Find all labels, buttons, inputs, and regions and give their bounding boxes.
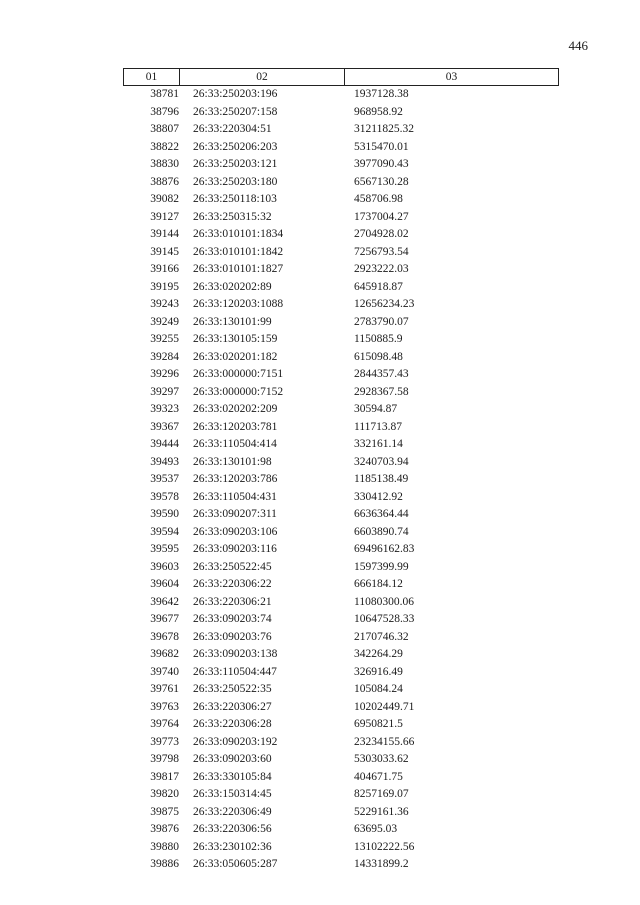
header-col-01: 01 bbox=[124, 69, 180, 85]
table-cell-col-02: 26:33:110504:431 bbox=[193, 490, 277, 503]
table-cell-col-01: 39763 bbox=[150, 700, 179, 713]
data-table bbox=[123, 68, 559, 874]
table-cell-col-03: 10202449.71 bbox=[354, 700, 415, 713]
table-cell-col-03: 23234155.66 bbox=[354, 735, 415, 748]
table-cell-col-03: 2844357.43 bbox=[354, 368, 409, 380]
table-cell-col-03: 5315470.01 bbox=[354, 140, 409, 153]
table-cell-col-03: 1150885.9 bbox=[354, 333, 403, 345]
table-row bbox=[123, 86, 559, 104]
table-row bbox=[123, 664, 559, 682]
table-row bbox=[123, 296, 559, 314]
table-cell-col-02: 26:33:220306:28 bbox=[193, 718, 272, 730]
table-cell-col-01: 39195 bbox=[150, 280, 179, 293]
table-row bbox=[123, 401, 559, 419]
table-cell-col-02: 26:33:250203:121 bbox=[193, 158, 278, 170]
table-row bbox=[123, 244, 559, 262]
table-cell-col-02: 26:33:110504:414 bbox=[193, 438, 277, 450]
table-cell-col-02: 26:33:250203:180 bbox=[193, 175, 278, 188]
table-cell-col-03: 2923222.03 bbox=[354, 263, 409, 275]
table-cell-col-03: 645918.87 bbox=[354, 280, 403, 293]
table-cell-col-01: 38807 bbox=[150, 123, 179, 135]
table-row bbox=[123, 384, 559, 402]
header-col-03: 03 bbox=[445, 71, 458, 83]
table-cell-col-01: 39817 bbox=[150, 770, 179, 783]
table-cell-col-01: 39323 bbox=[150, 403, 179, 415]
table-cell-col-02: 26:33:250206:203 bbox=[193, 140, 278, 153]
table-cell-col-01: 39677 bbox=[150, 613, 179, 625]
table-cell-col-03: 1185138.49 bbox=[354, 473, 409, 485]
table-cell-col-01: 39875 bbox=[150, 805, 179, 818]
table-cell-col-01: 39284 bbox=[150, 350, 179, 363]
table-cell-col-01: 38796 bbox=[150, 105, 179, 118]
table-row bbox=[123, 261, 559, 279]
table-row bbox=[123, 226, 559, 244]
table-cell-col-03: 6567130.28 bbox=[354, 175, 409, 188]
table-cell-col-01: 39145 bbox=[150, 245, 179, 258]
table-cell-col-03: 2928367.58 bbox=[354, 385, 409, 398]
table-cell-col-02: 26:33:220306:49 bbox=[193, 805, 272, 818]
table-cell-col-02: 26:33:020202:209 bbox=[193, 403, 278, 415]
table-cell-col-03: 6603890.74 bbox=[354, 525, 409, 538]
table-cell-col-01: 39678 bbox=[150, 630, 179, 643]
table-cell-col-03: 5229161.36 bbox=[354, 805, 409, 818]
table-cell-col-01: 39493 bbox=[150, 455, 179, 468]
table-cell-col-01: 39444 bbox=[150, 438, 179, 450]
table-cell-col-02: 26:33:250315:32 bbox=[193, 210, 272, 223]
page-number: 446 bbox=[568, 38, 588, 53]
table-cell-col-03: 968958.92 bbox=[354, 105, 403, 118]
table-cell-col-02: 26:33:120203:786 bbox=[193, 473, 278, 485]
table-cell-col-01: 39144 bbox=[150, 228, 179, 240]
table-row bbox=[123, 541, 559, 559]
table-cell-col-02: 26:33:110504:447 bbox=[193, 665, 277, 678]
table-row bbox=[123, 331, 559, 349]
table-cell-col-02: 26:33:250203:196 bbox=[193, 88, 278, 100]
table-cell-col-03: 458706.98 bbox=[354, 193, 403, 205]
table-row bbox=[123, 559, 559, 577]
table-cell-col-02: 26:33:090203:60 bbox=[193, 753, 272, 765]
table-cell-col-02: 26:33:150314:45 bbox=[193, 788, 272, 800]
table-cell-col-01: 39296 bbox=[150, 368, 179, 380]
header-col-02: 02 bbox=[180, 69, 345, 85]
table-row bbox=[123, 209, 559, 227]
table-cell-col-01: 38781 bbox=[150, 88, 179, 100]
table-cell-col-02: 26:33:220306:22 bbox=[193, 578, 272, 590]
table-cell-col-03: 1597399.99 bbox=[354, 560, 409, 573]
table-cell-col-01: 39537 bbox=[150, 473, 179, 485]
table-cell-col-03: 342264.29 bbox=[354, 648, 403, 660]
table-cell-col-03: 6950821.5 bbox=[354, 718, 403, 730]
table-cell-col-03: 330412.92 bbox=[354, 490, 403, 503]
table-cell-col-01: 39166 bbox=[150, 263, 179, 275]
table-cell-col-02: 26:33:120203:1088 bbox=[193, 298, 284, 310]
table-cell-col-02: 26:33:000000:7151 bbox=[193, 368, 284, 380]
table-row bbox=[123, 524, 559, 542]
table-cell-col-02: 26:33:120203:781 bbox=[193, 420, 278, 433]
table-cell-col-03: 2704928.02 bbox=[354, 228, 409, 240]
table-cell-col-01: 38822 bbox=[150, 140, 179, 153]
table-cell-col-03: 666184.12 bbox=[354, 578, 403, 590]
table-cell-col-01: 39642 bbox=[150, 595, 179, 608]
table-cell-col-01: 39595 bbox=[150, 543, 179, 555]
table-cell-col-01: 39682 bbox=[150, 648, 179, 660]
table-cell-col-01: 39578 bbox=[150, 490, 179, 503]
table-cell-col-03: 8257169.07 bbox=[354, 788, 409, 800]
table-cell-col-03: 6636364.44 bbox=[354, 508, 409, 520]
table-body bbox=[123, 86, 559, 874]
table-cell-col-02: 26:33:220306:27 bbox=[193, 700, 272, 713]
table-cell-col-03: 31211825.32 bbox=[354, 123, 414, 135]
table-cell-col-02: 26:33:090203:116 bbox=[193, 543, 277, 555]
table-cell-col-03: 12656234.23 bbox=[354, 298, 415, 310]
table-row bbox=[123, 314, 559, 332]
table-row bbox=[123, 716, 559, 734]
table-cell-col-01: 39764 bbox=[150, 718, 179, 730]
table-row bbox=[123, 366, 559, 384]
table-cell-col-01: 39594 bbox=[150, 525, 179, 538]
table-cell-col-02: 26:33:250207:158 bbox=[193, 105, 278, 118]
table-row bbox=[123, 121, 559, 139]
table-header bbox=[123, 68, 559, 86]
table-cell-col-02: 26:33:050605:287 bbox=[193, 858, 278, 870]
table-row bbox=[123, 786, 559, 804]
table-cell-col-01: 39604 bbox=[150, 578, 179, 590]
table-row bbox=[123, 594, 559, 612]
table-cell-col-03: 11080300.06 bbox=[354, 595, 414, 608]
table-row bbox=[123, 839, 559, 857]
table-row bbox=[123, 734, 559, 752]
table-cell-col-01: 39820 bbox=[150, 788, 179, 800]
table-cell-col-02: 26:33:090203:74 bbox=[193, 613, 272, 625]
table-cell-col-03: 404671.75 bbox=[354, 770, 403, 783]
table-cell-col-01: 39603 bbox=[150, 560, 179, 573]
table-cell-col-02: 26:33:000000:7152 bbox=[193, 385, 284, 398]
table-cell-col-03: 1937128.38 bbox=[354, 88, 409, 100]
table-cell-col-01: 39798 bbox=[150, 753, 179, 765]
table-cell-col-01: 39886 bbox=[150, 858, 179, 870]
table-row bbox=[123, 174, 559, 192]
table-row bbox=[123, 506, 559, 524]
table-cell-col-02: 26:33:250522:45 bbox=[193, 560, 272, 573]
table-cell-col-01: 39740 bbox=[150, 665, 179, 678]
table-cell-col-01: 39880 bbox=[150, 840, 179, 853]
table-row bbox=[123, 156, 559, 174]
table-cell-col-02: 26:33:220304:51 bbox=[193, 123, 272, 135]
table-cell-col-03: 326916.49 bbox=[354, 665, 403, 678]
table-cell-col-02: 26:33:090203:76 bbox=[193, 630, 272, 643]
table-row bbox=[123, 349, 559, 367]
table-row bbox=[123, 191, 559, 209]
table-cell-col-03: 69496162.83 bbox=[354, 543, 415, 555]
table-cell-col-02: 26:33:010101:1842 bbox=[193, 245, 284, 258]
table-cell-col-01: 39082 bbox=[150, 193, 179, 205]
table-cell-col-02: 26:33:220306:21 bbox=[193, 595, 272, 608]
table-cell-col-02: 26:33:130101:98 bbox=[193, 455, 272, 468]
table-cell-col-02: 26:33:010101:1834 bbox=[193, 228, 284, 240]
table-cell-col-03: 14331899.2 bbox=[354, 858, 409, 870]
table-cell-col-03: 332161.14 bbox=[354, 438, 403, 450]
table-row bbox=[123, 139, 559, 157]
table-cell-col-01: 39243 bbox=[150, 298, 179, 310]
table-row bbox=[123, 471, 559, 489]
table-row bbox=[123, 856, 559, 874]
table-cell-col-03: 2783790.07 bbox=[354, 315, 409, 328]
table-cell-col-02: 26:33:010101:1827 bbox=[193, 263, 284, 275]
table-cell-col-02: 26:33:130105:159 bbox=[193, 333, 278, 345]
table-cell-col-03: 105084.24 bbox=[354, 683, 403, 695]
table-row bbox=[123, 769, 559, 787]
table-cell-col-01: 39255 bbox=[150, 333, 179, 345]
table-cell-col-03: 7256793.54 bbox=[354, 245, 409, 258]
table-cell-col-02: 26:33:020202:89 bbox=[193, 280, 272, 293]
table-cell-col-01: 39297 bbox=[150, 385, 179, 398]
table-cell-col-02: 26:33:090203:192 bbox=[193, 735, 278, 748]
table-cell-col-03: 13102222.56 bbox=[354, 840, 415, 853]
table-cell-col-01: 39590 bbox=[150, 508, 179, 520]
table-cell-col-01: 39876 bbox=[150, 823, 179, 835]
table-cell-col-01: 39761 bbox=[150, 683, 179, 695]
table-cell-col-03: 63695.03 bbox=[354, 823, 398, 835]
table-cell-col-02: 26:33:090203:138 bbox=[193, 648, 278, 660]
table-cell-col-03: 1737004.27 bbox=[354, 210, 409, 223]
table-row bbox=[123, 454, 559, 472]
table-cell-col-03: 111713.87 bbox=[354, 420, 403, 433]
table-cell-col-02: 26:33:220306:56 bbox=[193, 823, 272, 835]
table-cell-col-03: 3240703.94 bbox=[354, 455, 409, 468]
table-row bbox=[123, 629, 559, 647]
table-cell-col-03: 10647528.33 bbox=[354, 613, 415, 625]
table-row bbox=[123, 646, 559, 664]
table-row bbox=[123, 751, 559, 769]
table-cell-col-01: 38876 bbox=[150, 175, 179, 188]
table-row bbox=[123, 279, 559, 297]
table-cell-col-02: 26:33:090203:106 bbox=[193, 525, 278, 538]
table-row bbox=[123, 681, 559, 699]
table-row bbox=[123, 821, 559, 839]
table-cell-col-02: 26:33:130101:99 bbox=[193, 315, 272, 328]
table-row bbox=[123, 419, 559, 437]
table-row bbox=[123, 699, 559, 717]
table-cell-col-03: 3977090.43 bbox=[354, 158, 409, 170]
table-cell-col-03: 2170746.32 bbox=[354, 630, 409, 643]
table-cell-col-02: 26:33:330105:84 bbox=[193, 770, 272, 783]
table-row bbox=[123, 576, 559, 594]
table-cell-col-01: 39773 bbox=[150, 735, 179, 748]
table-cell-col-01: 39127 bbox=[150, 210, 179, 223]
table-cell-col-02: 26:33:020201:182 bbox=[193, 350, 278, 363]
table-cell-col-03: 30594.87 bbox=[354, 403, 398, 415]
table-cell-col-02: 26:33:230102:36 bbox=[193, 840, 272, 853]
table-cell-col-02: 26:33:250522:35 bbox=[193, 683, 272, 695]
table-cell-col-02: 26:33:090207:311 bbox=[193, 508, 277, 520]
table-cell-col-03: 5303033.62 bbox=[354, 753, 409, 765]
table-row bbox=[123, 611, 559, 629]
table-row bbox=[123, 489, 559, 507]
table-row bbox=[123, 436, 559, 454]
table-cell-col-01: 39249 bbox=[150, 315, 179, 328]
table-cell-col-02: 26:33:250118:103 bbox=[193, 193, 277, 205]
table-row bbox=[123, 104, 559, 122]
table-cell-col-01: 39367 bbox=[150, 420, 179, 433]
table-row bbox=[123, 804, 559, 822]
table-cell-col-03: 615098.48 bbox=[354, 350, 403, 363]
table-cell-col-01: 38830 bbox=[150, 158, 179, 170]
